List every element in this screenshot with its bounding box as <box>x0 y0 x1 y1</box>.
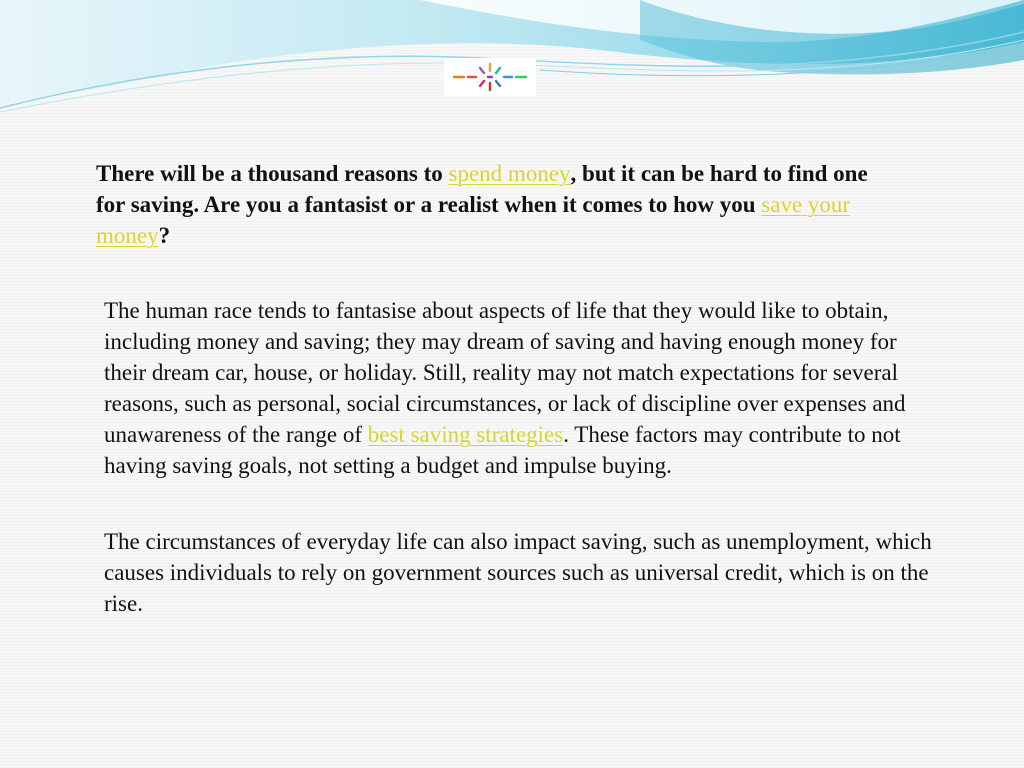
heading-text-1: There will be a thousand reasons to <box>96 161 449 186</box>
best-saving-strategies-link[interactable]: best saving strategies <box>367 422 564 447</box>
heading-text-3: ? <box>158 223 171 248</box>
heading-text-2: , but it can be hard to find one for saving. Are you a fantasist or a realist when it comes to how you <box>96 161 868 217</box>
paragraph-circumstances: The circumstances of everyday life can also impact saving, such as unemployment, which causes individuals to rely on government sources such as universal credit, which is on the rise. <box>104 529 932 616</box>
save-your-money-link[interactable]: save your money <box>96 192 851 248</box>
paragraph-fantasise <box>104 295 934 481</box>
paragraph-1-text-1: The human race tends to fantasise about aspects of life that they would like to obtain, including money and saving; they may dream of saving and having enough money for their dream car, house, or holiday. Still, reality may not match expectations for several reasons, such as personal, social circumstances, or lack of discipline over expenses and unawareness of the range of <box>104 298 906 447</box>
sparkle-logo-icon <box>444 58 536 96</box>
heading-question <box>96 158 896 251</box>
spend-money-link[interactable]: spend money <box>448 161 571 186</box>
paragraph-1-text-2: . These factors may contribute to not having saving goals, not setting a budget and impulse buying. <box>104 422 901 478</box>
